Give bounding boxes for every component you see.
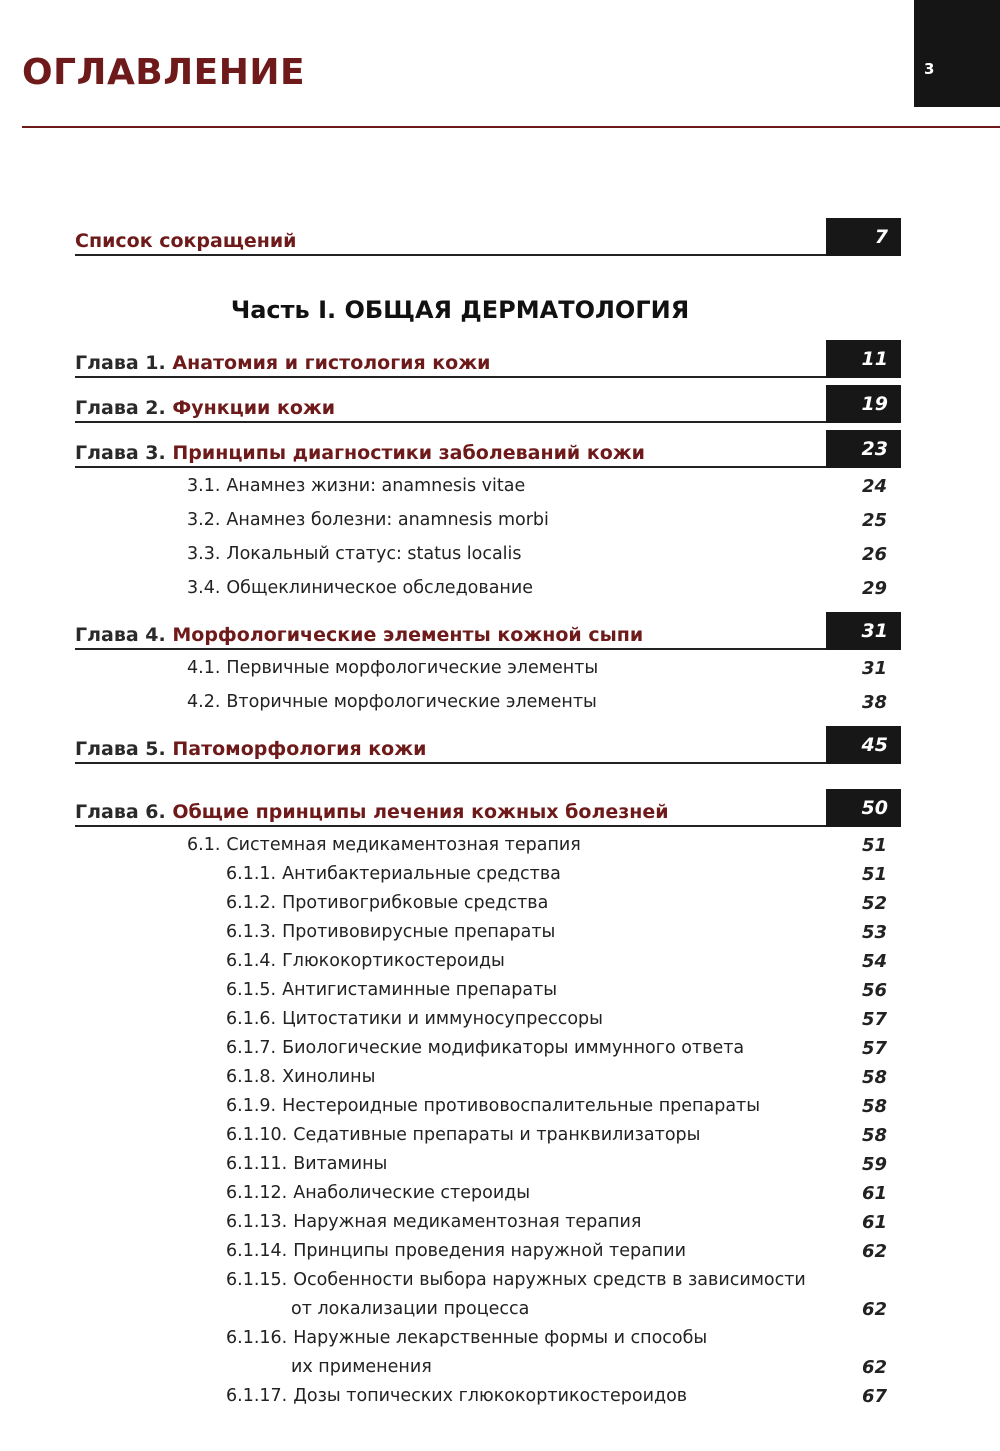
toc-entry-abbreviations[interactable] [75, 218, 901, 256]
section-number: 3.1. [187, 476, 221, 496]
toc-page-number: 53 [861, 922, 887, 943]
toc-page-number: 51 [861, 864, 887, 885]
toc-page-number: 62 [861, 1241, 887, 1262]
chapter-title: Анатомия и гистология кожи [172, 352, 491, 374]
toc-subsection[interactable] [226, 1154, 387, 1174]
section-title: Противовирусные препараты [282, 922, 556, 942]
divider [75, 648, 901, 650]
section-number: 3.2. [187, 510, 221, 530]
toc-entry-title: Список сокращений [75, 230, 297, 252]
section-title: Первичные морфологические элементы [226, 658, 599, 678]
toc-section[interactable] [187, 835, 581, 855]
toc-page-number: 52 [861, 893, 887, 914]
toc-chapter-6[interactable] [75, 789, 901, 827]
toc-page-number: 31 [826, 612, 901, 650]
section-title: Нестероидные противовоспалительные препараты [282, 1096, 761, 1116]
toc-page-number: 58 [861, 1096, 887, 1117]
section-title: Анаболические стероиды [293, 1183, 531, 1203]
page-number: 3 [924, 60, 935, 78]
toc-section[interactable] [187, 510, 549, 530]
toc-chapter-5[interactable] [75, 726, 901, 764]
divider [75, 466, 901, 468]
section-title: Хинолины [282, 1067, 376, 1087]
section-title: Седативные препараты и транквилизаторы [293, 1125, 701, 1145]
toc-page-number: 59 [861, 1154, 887, 1175]
toc-page-number: 31 [861, 658, 887, 679]
toc-page-number: 26 [861, 544, 887, 565]
section-title: Анамнез болезни: anamnesis morbi [226, 510, 549, 530]
chapter-label: Глава 4. [75, 624, 166, 646]
toc-subsection[interactable] [226, 1241, 686, 1261]
toc-subsection[interactable] [226, 922, 555, 942]
section-number: 6.1. [187, 835, 221, 855]
chapter-label: Глава 3. [75, 442, 166, 464]
toc-page-number: 67 [861, 1386, 887, 1407]
toc-subsection[interactable] [226, 1067, 375, 1087]
toc-subsection[interactable] [226, 1038, 744, 1058]
section-number: 6.1.4. [226, 951, 277, 971]
section-number: 6.1.10. [226, 1125, 288, 1145]
toc-subsection[interactable] [226, 893, 548, 913]
toc-page-number: 62 [861, 1357, 887, 1378]
toc-page-number: 23 [826, 430, 901, 468]
toc-page-number: 19 [826, 385, 901, 423]
section-title: Дозы топических глюкокортикостероидов [293, 1386, 688, 1406]
section-title: Общеклиническое обследование [226, 578, 533, 598]
toc-page-number: 45 [826, 726, 901, 764]
part-title: Часть I. ОБЩАЯ ДЕРМАТОЛОГИЯ [230, 296, 690, 324]
toc-subsection[interactable] [226, 1183, 530, 1203]
toc-page-number: 57 [861, 1009, 887, 1030]
divider [75, 376, 901, 378]
chapter-label: Глава 5. [75, 738, 166, 760]
section-title: Принципы проведения наружной терапии [293, 1241, 686, 1261]
toc-subsection[interactable] [226, 1125, 700, 1145]
toc-subsection-continuation[interactable]: их применения [291, 1357, 432, 1377]
section-number: 6.1.1. [226, 864, 277, 884]
chapter-title: Патоморфология кожи [172, 738, 427, 760]
section-number: 6.1.15. [226, 1270, 288, 1290]
section-title: Анамнез жизни: anamnesis vitae [226, 476, 526, 496]
section-number: 6.1.3. [226, 922, 277, 942]
section-number: 4.2. [187, 692, 221, 712]
section-number: 6.1.16. [226, 1328, 288, 1348]
toc-section[interactable] [187, 692, 597, 712]
section-number: 6.1.9. [226, 1096, 277, 1116]
section-number: 6.1.2. [226, 893, 277, 913]
section-number: 6.1.11. [226, 1154, 288, 1174]
section-title: Глюкокортикостероиды [282, 951, 505, 971]
toc-subsection-continuation[interactable]: от локализации процесса [291, 1299, 530, 1319]
section-title: Системная медикаментозная терапия [226, 835, 581, 855]
toc-page-number: 29 [861, 578, 887, 599]
toc-page-number: 24 [861, 476, 887, 497]
section-number: 3.3. [187, 544, 221, 564]
toc-page-number: 62 [861, 1299, 887, 1320]
section-number: 3.4. [187, 578, 221, 598]
toc-subsection[interactable] [226, 980, 557, 1000]
section-number: 4.1. [187, 658, 221, 678]
section-number: 6.1.12. [226, 1183, 288, 1203]
toc-page-number: 11 [826, 340, 901, 378]
divider [75, 762, 901, 764]
page-title: ОГЛАВЛЕНИЕ [22, 52, 306, 93]
section-title: Наружные лекарственные формы и способы [293, 1328, 708, 1348]
toc-page-number: 58 [861, 1125, 887, 1146]
section-title: Наружная медикаментозная терапия [293, 1212, 642, 1232]
toc-section[interactable] [187, 658, 598, 678]
chapter-label: Глава 2. [75, 397, 166, 419]
toc-page-number: 50 [826, 789, 901, 827]
page-number-tab [914, 0, 1000, 107]
toc-chapter-4[interactable] [75, 612, 901, 650]
toc-page-number: 61 [861, 1183, 887, 1204]
chapter-title: Функции кожи [172, 397, 336, 419]
section-title: Противогрибковые средства [282, 893, 549, 913]
toc-page-number: 25 [861, 510, 887, 531]
section-title: Биологические модификаторы иммунного ответа [282, 1038, 745, 1058]
toc-chapter-2[interactable] [75, 385, 901, 423]
toc-subsection[interactable] [226, 951, 505, 971]
chapter-label: Глава 1. [75, 352, 166, 374]
section-title: Антигистаминные препараты [282, 980, 558, 1000]
section-title: Витамины [293, 1154, 388, 1174]
toc-subsection[interactable] [226, 1009, 603, 1029]
divider [75, 254, 901, 256]
chapter-title: Общие принципы лечения кожных болезней [172, 801, 669, 823]
section-title: Локальный статус: status localis [226, 544, 522, 564]
toc-page-number: 58 [861, 1067, 887, 1088]
toc-page-number: 57 [861, 1038, 887, 1059]
chapter-title: Морфологические элементы кожной сыпи [172, 624, 644, 646]
toc-section[interactable] [187, 578, 533, 598]
toc-page-number: 56 [861, 980, 887, 1001]
toc-section[interactable] [187, 544, 522, 564]
section-number: 6.1.8. [226, 1067, 277, 1087]
section-number: 6.1.14. [226, 1241, 288, 1261]
toc-chapter-3[interactable] [75, 430, 901, 468]
toc-subsection[interactable] [226, 1270, 806, 1290]
section-title: Цитостатики и иммуносупрессоры [282, 1009, 603, 1029]
chapter-label: Глава 6. [75, 801, 166, 823]
divider [75, 421, 901, 423]
section-title: Особенности выбора наружных средств в зависимости [293, 1270, 806, 1290]
section-number: 6.1.7. [226, 1038, 277, 1058]
section-number: 6.1.13. [226, 1212, 288, 1232]
toc-page-number: 7 [826, 218, 901, 256]
section-title: Антибактериальные средства [282, 864, 561, 884]
toc-page-number: 54 [861, 951, 887, 972]
toc-chapter-1[interactable] [75, 340, 901, 378]
section-title: Вторичные морфологические элементы [226, 692, 597, 712]
chapter-title: Принципы диагностики заболеваний кожи [172, 442, 645, 464]
toc-subsection[interactable] [226, 864, 561, 884]
toc-subsection[interactable] [226, 1096, 760, 1116]
section-number: 6.1.6. [226, 1009, 277, 1029]
toc-subsection[interactable] [226, 1212, 641, 1232]
divider [75, 825, 901, 827]
section-number: 6.1.17. [226, 1386, 288, 1406]
toc-page-number: 38 [861, 692, 887, 713]
toc-page-number: 51 [861, 835, 887, 856]
toc-subsection[interactable] [226, 1328, 707, 1348]
toc-subsection[interactable] [226, 1386, 687, 1406]
title-divider [22, 126, 1000, 128]
toc-section[interactable] [187, 476, 525, 496]
toc-page-number: 61 [861, 1212, 887, 1233]
section-number: 6.1.5. [226, 980, 277, 1000]
